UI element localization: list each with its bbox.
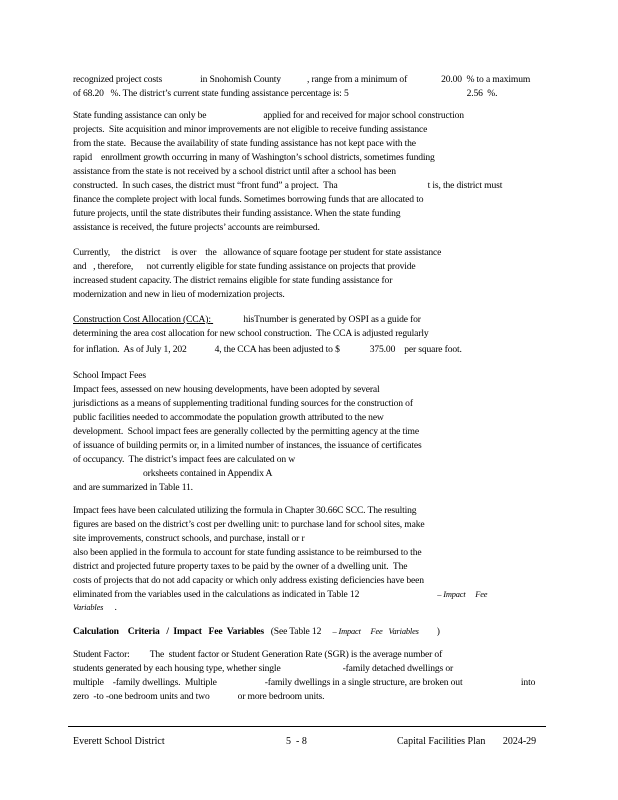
text-line: increased student capacity. The district remains eligible for state funding assistance for <box>73 275 393 286</box>
text-line: modernization and new in lieu of modernization projects. <box>73 289 285 300</box>
text-line: of 68.20 %. The district’s current state funding assistance percentage is: 5 2.56 %. <box>73 88 498 99</box>
text-line: of occupancy. The district’s impact fees are calculated on w <box>73 454 296 465</box>
text-line: projects. Site acquisition and minor improvements are not eligible to receive funding assistance <box>73 124 428 135</box>
text-line: determining the area cost allocation for new school construction. The CCA is adjusted regularly <box>73 328 429 339</box>
cca-heading: Construction Cost Allocation (CCA): <box>73 314 211 325</box>
text-line: Construction Cost Allocation (CCA): hisTnumber is generated by OSPI as a guide for <box>73 314 421 325</box>
text-line: and , therefore, not currently eligible for state funding assistance on projects that provide <box>73 261 416 272</box>
text-line: of issuance of building permits or, in a limited number of instances, the issuance of certificates <box>73 440 422 451</box>
text-line: assistance from the state is not received by a school district until after a school has been <box>73 166 396 177</box>
text-line: public facilities needed to accommodate the population growth attributed to the new <box>73 412 384 423</box>
section-heading: School Impact Fees <box>73 370 146 381</box>
text-line: figures are based on the district’s cost per dwelling unit: to purchase land for school sites, make <box>73 519 425 530</box>
section-heading: Calculation Criteria / Impact Fee Variables (See Table 12 – Impact Fee Variables ) <box>73 626 440 637</box>
footer-rule <box>68 726 546 727</box>
text-line: students generated by each housing type, whether single -family detached dwellings or <box>73 663 454 674</box>
text-line: and are summarized in Table 11. <box>73 482 193 493</box>
text-line: multiple -family dwellings. Multiple -family dwellings in a single structure, are broken out into <box>73 677 536 688</box>
text-line: district and projected future property taxes to be paid by the owner of a dwelling unit. The <box>73 561 408 572</box>
text-line: recognized project costs in Snohomish County , range from a minimum of 20.00 % to a maximum <box>73 74 531 85</box>
text-line: assistance is received, the future projects’ accounts are reimbursed. <box>73 222 320 233</box>
text-line: Impact fees, assessed on new housing developments, have been adopted by several <box>73 384 380 395</box>
text-line: future projects, until the state distributes their funding assistance. When the state funding <box>73 208 401 219</box>
text-line: Student Factor: The student factor or Student Generation Rate (SGR) is the average number of <box>73 649 443 660</box>
text-line: State funding assistance can only be applied for and received for major school construction <box>73 110 464 121</box>
page-number: 5 - 8 <box>286 736 307 747</box>
text-line: Variables . <box>73 602 117 613</box>
text-line: also been applied in the formula to account for state funding assistance to be reimbursed to the <box>73 547 422 558</box>
text-line: rapid enrollment growth occurring in many of Washington’s school districts, sometimes funding <box>73 152 435 163</box>
text-line: costs of projects that do not add capacity or which only address existing deficiencies have been <box>73 575 424 586</box>
footer-left: Everett School District <box>73 736 165 747</box>
text-line: constructed. In such cases, the district must “front fund” a project. Tha t is, the district must <box>73 180 503 191</box>
text-line: Impact fees have been calculated utilizing the formula in Chapter 30.66C SCC. The resulting <box>73 505 417 516</box>
footer-right: Capital Facilities Plan 2024-29 <box>397 736 537 747</box>
text-line: development. School impact fees are generally collected by the permitting agency at the time <box>73 426 419 437</box>
text-line: jurisdictions as a means of supplementing traditional funding sources for the construction of <box>73 398 413 409</box>
text-line: Currently, the district is over the allowance of square footage per student for state assistance <box>73 247 442 258</box>
text-line: orksheets contained in Appendix A <box>143 468 273 479</box>
text-line: zero -to -one bedroom units and two or more bedroom units. <box>73 691 325 702</box>
text-line: for inflation. As of July 1, 202 4, the CCA has been adjusted to $ 375.00 per square foot. <box>73 344 462 355</box>
text-line: eliminated from the variables used in the calculations as indicated in Table 12 – Impact Fee <box>73 589 488 600</box>
text-line: site improvements, construct schools, and purchase, install or r <box>73 533 305 544</box>
text-line: from the state. Because the availability of state funding assistance has not kept pace with the <box>73 138 416 149</box>
text-line: finance the complete project with local funds. Sometimes borrowing funds that are allocated to <box>73 194 424 205</box>
